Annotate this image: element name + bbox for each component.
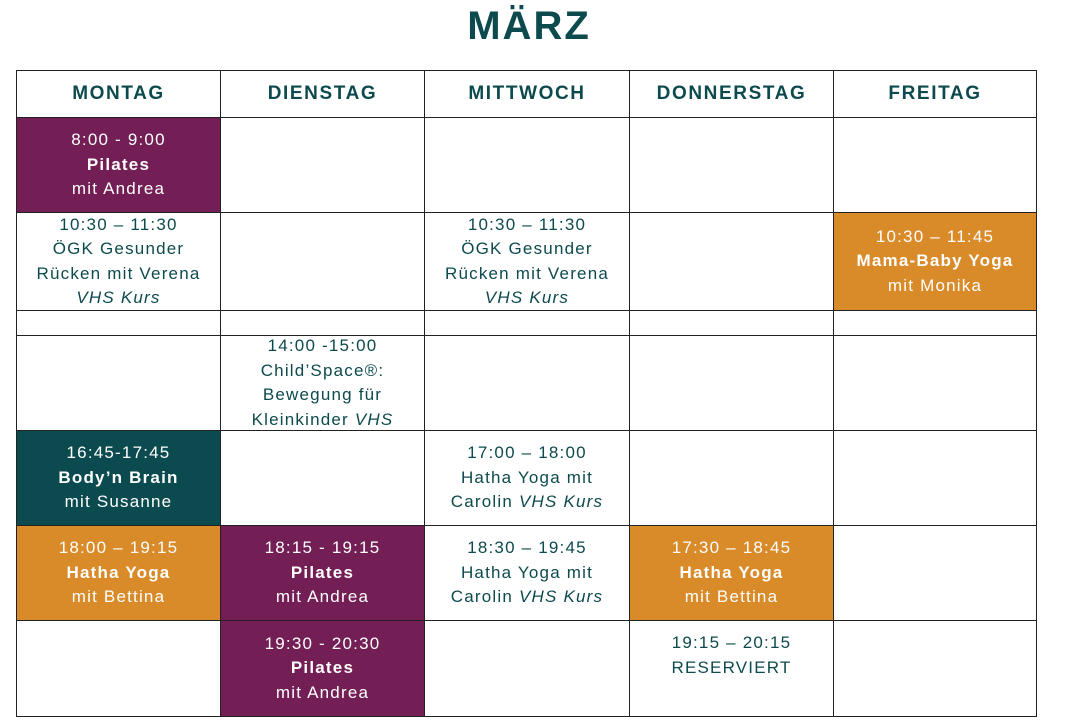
class-slot-do-reserviert[interactable] [629, 620, 834, 717]
class-time: 17:30 – 18:45 [671, 538, 792, 558]
class-time: 18:15 - 19:15 [264, 538, 381, 558]
class-name: Pilates [86, 154, 151, 174]
class-name: Child’Space®: [260, 360, 385, 380]
empty-slot [220, 212, 425, 311]
spacer-row [629, 310, 834, 336]
class-name: ÖGK Gesunder [52, 239, 185, 258]
class-slot-mi-oegk[interactable] [424, 212, 630, 311]
class-time: 18:30 – 19:45 [467, 538, 587, 558]
class-slot-di-childspace[interactable] [220, 335, 425, 431]
empty-slot [629, 430, 834, 526]
class-time: 17:00 – 18:00 [467, 443, 587, 463]
class-slot-mo-body-n-brain[interactable] [16, 430, 221, 526]
class-note: VHS [354, 409, 394, 429]
class-instructor: Carolin [450, 492, 514, 512]
class-time: 8:00 - 9:00 [71, 130, 166, 150]
class-slot-mi-hatha-yoga-1[interactable] [424, 430, 630, 526]
schedule-table [16, 70, 1037, 717]
class-slot-mo-pilates[interactable] [16, 117, 221, 213]
class-instructor: mit Susanne [64, 492, 173, 512]
class-slot-mo-hatha-yoga[interactable] [16, 525, 221, 621]
column-header-donnerstag: DONNERSTAG [629, 70, 834, 118]
class-name: Rücken mit Verena [36, 263, 201, 283]
spacer-row [833, 310, 1037, 336]
empty-slot [629, 117, 834, 213]
spacer-row [220, 310, 425, 336]
class-time: 18:00 – 19:15 [58, 538, 179, 558]
empty-slot [833, 430, 1037, 526]
class-name: Hatha Yoga mit [460, 562, 594, 582]
class-name: Hatha Yoga mit [460, 467, 594, 487]
empty-slot [16, 620, 221, 717]
class-slot-mo-oegk[interactable] [16, 212, 221, 311]
empty-slot [220, 430, 425, 526]
class-name: Mama-Baby Yoga [856, 251, 1014, 271]
empty-slot [833, 117, 1037, 213]
column-header-mittwoch: MITTWOCH [424, 70, 630, 118]
empty-slot [629, 212, 834, 311]
class-name: ÖGK Gesunder [461, 239, 593, 258]
class-instructor: mit Monika [887, 275, 983, 295]
class-slot-fr-mama-baby-yoga[interactable] [833, 212, 1037, 311]
class-note: VHS Kurs [484, 288, 570, 307]
class-name: Body’n Brain [58, 467, 179, 487]
class-note: VHS Kurs [518, 492, 604, 512]
page-title: MÄRZ [467, 4, 591, 48]
class-name: Pilates [290, 562, 355, 582]
class-time: 10:30 – 11:45 [875, 226, 995, 246]
class-time: 10:30 – 11:30 [467, 214, 587, 234]
class-name: Rücken mit Verena [444, 263, 610, 283]
class-name: Pilates [290, 658, 355, 678]
empty-slot [220, 117, 425, 213]
class-slot-do-hatha-yoga[interactable] [629, 525, 834, 621]
class-name: Hatha Yoga [66, 562, 171, 582]
column-header-dienstag: DIENSTAG [220, 70, 425, 118]
empty-slot [424, 117, 630, 213]
empty-slot [424, 620, 630, 717]
empty-slot [424, 335, 630, 431]
class-time: 19:15 – 20:15 [671, 633, 792, 652]
class-name-line [451, 490, 603, 515]
class-name-line [451, 585, 603, 610]
class-name: Bewegung für [262, 385, 383, 404]
empty-slot [833, 335, 1037, 431]
spacer-row [424, 310, 630, 336]
class-time: 14:00 -15:00 [267, 336, 378, 355]
class-name-line [252, 408, 394, 433]
class-time: 16:45-17:45 [66, 443, 171, 463]
class-slot-di-pilates-2[interactable] [220, 620, 425, 717]
empty-slot [16, 335, 221, 431]
empty-slot [833, 620, 1037, 717]
empty-slot [629, 335, 834, 431]
class-instructor: mit Andrea [275, 682, 370, 702]
column-header-freitag: FREITAG [833, 70, 1037, 118]
class-note: VHS Kurs [518, 587, 604, 607]
spacer-row [16, 310, 221, 336]
column-header-montag: MONTAG [16, 70, 221, 118]
class-time: 10:30 – 11:30 [59, 214, 178, 234]
class-instructor: mit Andrea [71, 179, 166, 199]
class-instructor: mit Bettina [71, 587, 166, 607]
class-slot-mi-hatha-yoga-2[interactable] [424, 525, 630, 621]
class-name: Kleinkinder [251, 409, 349, 429]
class-instructor: mit Bettina [684, 587, 779, 607]
class-instructor: Carolin [450, 587, 514, 607]
class-time: 19:30 - 20:30 [264, 633, 381, 653]
class-name: RESERVIERT [671, 657, 792, 677]
empty-slot [833, 525, 1037, 621]
class-note: VHS Kurs [76, 288, 161, 307]
class-instructor: mit Andrea [275, 587, 370, 607]
class-slot-di-pilates-1[interactable] [220, 525, 425, 621]
class-name: Hatha Yoga [679, 562, 784, 582]
